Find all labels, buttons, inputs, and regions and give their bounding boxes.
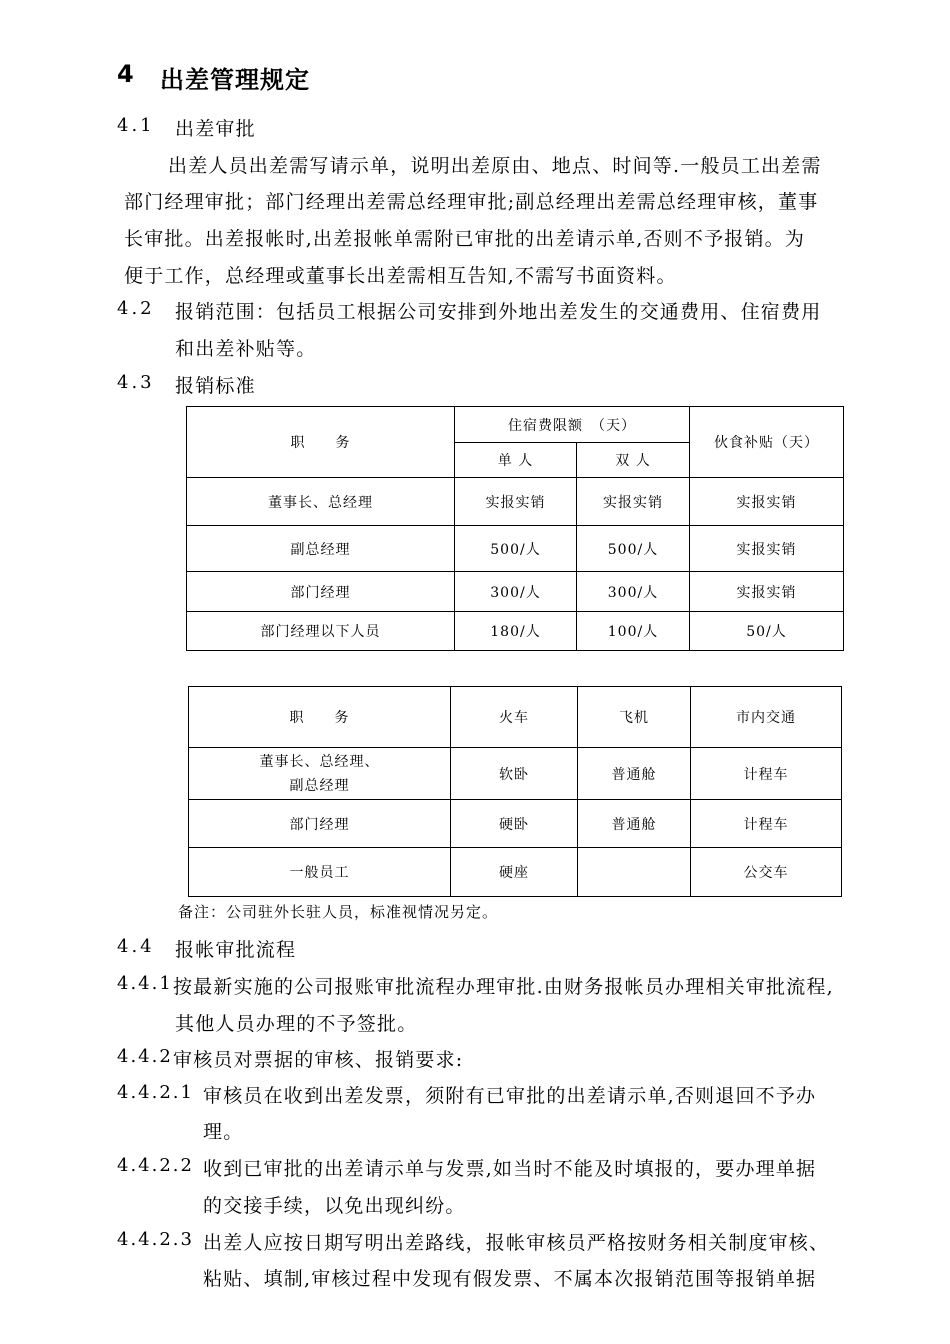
cell-local: 计程车 [691,748,842,800]
cell-double: 300/人 [577,572,690,612]
paragraph-line: 粘贴、填制,审核过程中发现有假发票、不属本次报销范围等报销单据 [203,1268,817,1290]
cell-meal: 实报实销 [690,572,844,612]
table-row [187,572,844,612]
table-row [189,800,842,848]
cell-meal: 50/人 [690,612,844,651]
cell-single: 300/人 [455,572,577,612]
cell-position: 部门经理 [189,800,451,848]
header-single: 单 人 [455,443,577,478]
cell-meal: 实报实销 [690,478,844,526]
header-meal-allowance: 伙食补贴（天） [690,407,844,478]
cell-train: 硬座 [451,848,578,897]
section-number-4-2: 4.2 [117,298,155,319]
cell-single: 500/人 [455,526,577,572]
paragraph-line: 部门经理审批；部门经理出差需总经理审批;副总经理出差需总经理审核，董事 [124,191,819,213]
cell-position: 一般员工 [189,848,451,897]
section-number-4-4-2-3: 4.4.2.3 [117,1229,194,1250]
cell-position: 部门经理 [187,572,455,612]
header-double: 双 人 [577,443,690,478]
paragraph-line: 长审批。出差报帐时,出差报帐单需附已审批的出差请示单,否则不予报销。为 [124,228,806,250]
cell-meal: 实报实销 [690,526,844,572]
cell-plane: 普通舱 [578,800,691,848]
cell-position: 董事长、总经理 [187,478,455,526]
section-number-4-4: 4.4 [117,936,155,957]
paragraph-line: 收到已审批的出差请示单与发票,如当时不能及时填报的，要办理单据 [203,1158,817,1180]
allowance-table [186,406,844,651]
cell-local: 计程车 [691,800,842,848]
section-title-4-4-2: 审核员对票据的审核、报销要求: [173,1049,464,1071]
paragraph-line: 便于工作，总经理或董事长出差需相互告知,不需写书面资料。 [124,265,677,287]
cell-double: 500/人 [577,526,690,572]
cell-position-line: 董事长、总经理、 [259,753,380,770]
paragraph-line: 按最新实施的公司报账审批流程办理审批.由财务报帐员办理相关审批流程, [173,976,834,998]
paragraph-line: 出差人员出差需写请示单，说明出差原由、地点、时间等.一般员工出差需 [168,155,822,177]
section-number-4-4-1: 4.4.1 [117,973,173,994]
table-row [189,848,842,897]
paragraph-line: 出差人应按日期写明出差路线，报帐审核员严格按财务相关制度审核、 [203,1232,830,1254]
cell-single: 180/人 [455,612,577,651]
cell-double: 100/人 [577,612,690,651]
paragraph-line: 和出差补贴等。 [175,338,317,360]
cell-plane: 普通舱 [578,748,691,800]
section-heading-number: 4 [117,60,135,88]
header-lodging-limit: 住宿费限额 （天） [455,407,690,443]
section-number-4-4-2: 4.4.2 [117,1046,173,1067]
paragraph-line: 理。 [203,1121,244,1143]
paragraph-line: 的交接手续，以免出现纠纷。 [203,1195,466,1217]
cell-position: 部门经理以下人员 [187,612,455,651]
header-position: 职 务 [187,407,455,478]
paragraph-line: 其他人员办理的不予签批。 [175,1013,418,1035]
table-row [187,612,844,651]
paragraph-line: 审核员在收到出差发票，须附有已审批的出差请示单,否则退回不予办 [203,1085,817,1107]
header-local-transport: 市内交通 [691,687,842,748]
cell-single: 实报实销 [455,478,577,526]
section-number-4-4-2-1: 4.4.2.1 [117,1082,194,1103]
section-number-4-1: 4.1 [117,115,155,136]
header-plane: 飞机 [578,687,691,748]
cell-position: 副总经理 [187,526,455,572]
table-row [187,526,844,572]
cell-train: 软卧 [451,748,578,800]
table-row [187,478,844,526]
section-title-4-1: 出差审批 [175,118,256,140]
section-title-4-3: 报销标准 [175,375,256,397]
cell-position [189,748,451,800]
cell-plane [578,848,691,897]
cell-local: 公交车 [691,848,842,897]
section-number-4-4-2-2: 4.4.2.2 [117,1155,194,1176]
section-number-4-3: 4.3 [117,372,155,393]
header-position: 职 务 [189,687,451,748]
section-heading-title: 出差管理规定 [160,66,310,94]
transport-table [188,686,842,897]
cell-double: 实报实销 [577,478,690,526]
section-title-4-4: 报帐审批流程 [175,939,297,961]
cell-train: 硬卧 [451,800,578,848]
header-train: 火车 [451,687,578,748]
table-note: 备注：公司驻外长驻人员，标准视情况另定。 [178,903,499,921]
table-row [189,748,842,800]
paragraph-line: 报销范围：包括员工根据公司安排到外地出差发生的交通费用、住宿费用 [175,301,822,323]
cell-position-line: 副总经理 [289,777,350,794]
